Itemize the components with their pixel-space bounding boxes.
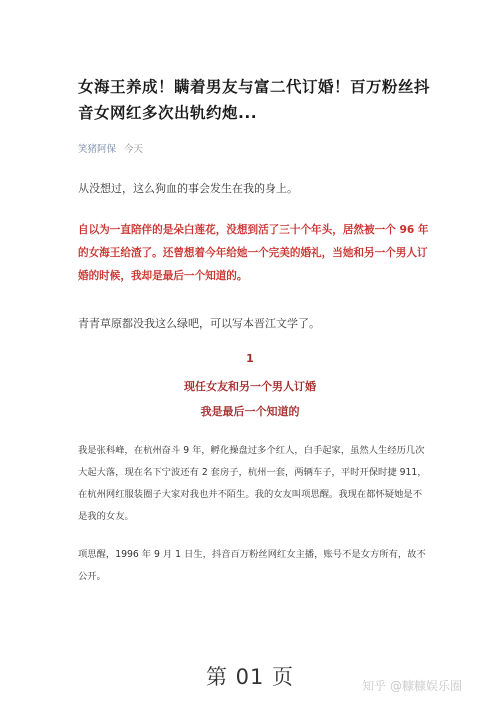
zhihu-watermark: 知乎 @糠糠娱乐圈 — [362, 679, 462, 693]
author-name[interactable]: 笑猪阿保 — [78, 144, 117, 155]
article-meta — [78, 141, 143, 155]
page-number-label: 第 01 页 — [205, 665, 295, 689]
body-paragraph-2: 项思醒，1996 年 9 月 1 日生，抖音百万粉丝网红女主播，账号不是女方所有，故不公开。 — [78, 549, 426, 582]
section-title-line1: 现任女友和另一个男人订婚 — [184, 380, 316, 393]
publish-date: 今天 — [124, 144, 144, 155]
second-paragraph: 青青草原都没我这么绿吧，可以写本晋江文学了。 — [78, 317, 320, 330]
body-paragraph-1: 我是张科峰，在杭州奋斗 9 年，孵化操盘过多个红人，白手起家，虽然人生经历几次大起大落，现在名下宁波还有 2 套房子，杭州一套，两辆车子，平时开保时捷 911，在杭州网红服装圈子大家对我也并不陌生。我的女友叫项思醒。我现在都怀疑她是不是我的女友。 — [78, 445, 427, 522]
section-title-line2: 我是最后一个知道的 — [200, 405, 300, 418]
section-number: 1 — [246, 352, 254, 365]
highlight-paragraph: 自以为一直陪伴的是朵白莲花，没想到活了三十个年头，居然被一个 96 年的女海王给渣了。还曾想着今年给她一个完美的婚礼，当她和另一个男人订婚的时候，我却是最后一个知道的。 — [78, 224, 429, 282]
article-title: 女海王养成！瞒着男友与富二代订婚！百万粉丝抖音女网红多次出轨约炮... — [78, 78, 431, 122]
intro-paragraph: 从没想过，这么狗血的事会发生在我的身上。 — [78, 182, 298, 195]
